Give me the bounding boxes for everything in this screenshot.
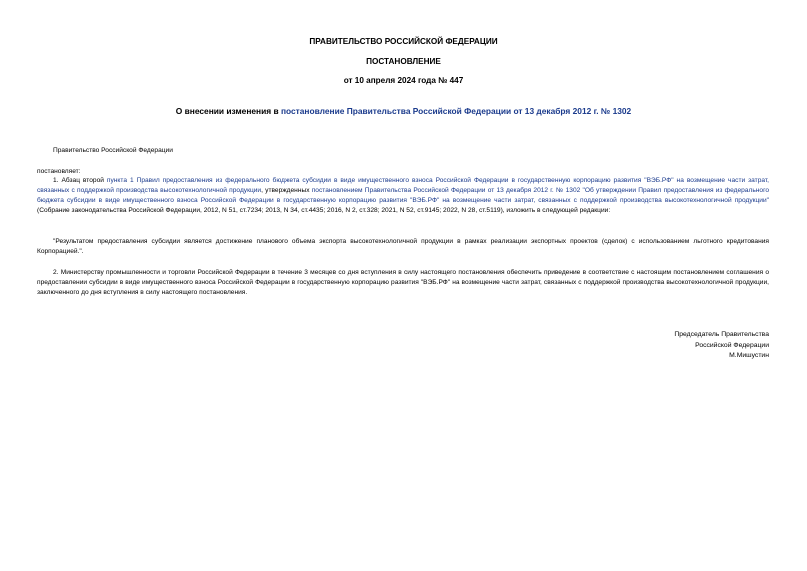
government-heading: ПРАВИТЕЛЬСТВО РОССИЙСКОЙ ФЕДЕРАЦИИ [309,37,498,46]
signature-name: М.Мишустин [729,352,769,359]
issuer-text: Правительство Российской Федерации [53,147,173,154]
document-title [0,106,807,116]
p1-mid: , утвержденных [261,187,312,194]
signature-org: Российской Федерации [695,341,769,349]
p1-end: (Собрание законодательства Российской Федерации, 2012, N 51, ст.7234; 2013, N 34, ст.4435; 2016, N 2, ст.328; 2021, N 52, ст.9145; 2022, N 28, ст.5119), изложить в следующей редакции: [37,207,611,214]
p1-start: 1. Абзац второй [53,177,107,184]
paragraph-2: "Результатом предоставления субсидии является достижение планового объема экспорта высокотехнологичной продукции в рамках реализации экспортных проектов (сделок) с использованием льготного кредитования Корпорацией.". [37,238,769,255]
signature-title: Председатель Правительства [674,331,769,338]
title-link[interactable]: постановление Правительства Российской Федерации от 13 декабря 2012 г. № 1302 [280,106,632,116]
signature-block [674,330,769,362]
paragraph-1 [37,176,769,216]
decrees-text: постановляет: [37,168,81,175]
p1-link-decree[interactable]: постановлением Правительства Российской Федерации от 13 декабря 2012 г. № 1302 "Об утверждении Правил предоставления из федерального бюджета субсидии в виде имущественного взноса Российской Федерации в государственную корпорацию развития "ВЭБ.РФ" на возмещение части затрат, связанных с поддержкой производства высокотехнологичной продукции" [37,187,769,204]
paragraph-3: 2. Министерству промышленности и торговли Российской Федерации в течение 3 месяцев со дня вступления в силу настоящего постановления обеспечить приведение в соответствие с настоящим постановлением соглашения о предоставлении субсидии в виде имущественного взноса Российской Федерации в государственную корпорацию развития "ВЭБ.РФ" на возмещение части затрат, связанных с поддержкой производства высокотехнологичной продукции, заключенного до дня вступления в силу настоящего постановления. [37,269,769,296]
date-number-heading: от 10 апреля 2024 года № 447 [343,76,464,85]
p1-link-rules[interactable]: пункта 1 Правил предоставления из федерального бюджета субсидии в виде имущественного взноса Российской Федерации в государственную корпорацию развития "ВЭБ.РФ" на возмещение части затрат, связанных с поддержкой производства высокотехнологичной продукции [37,177,770,194]
document-type-heading: ПОСТАНОВЛЕНИЕ [366,57,441,66]
title-prefix: О внесении изменения в [175,106,281,116]
